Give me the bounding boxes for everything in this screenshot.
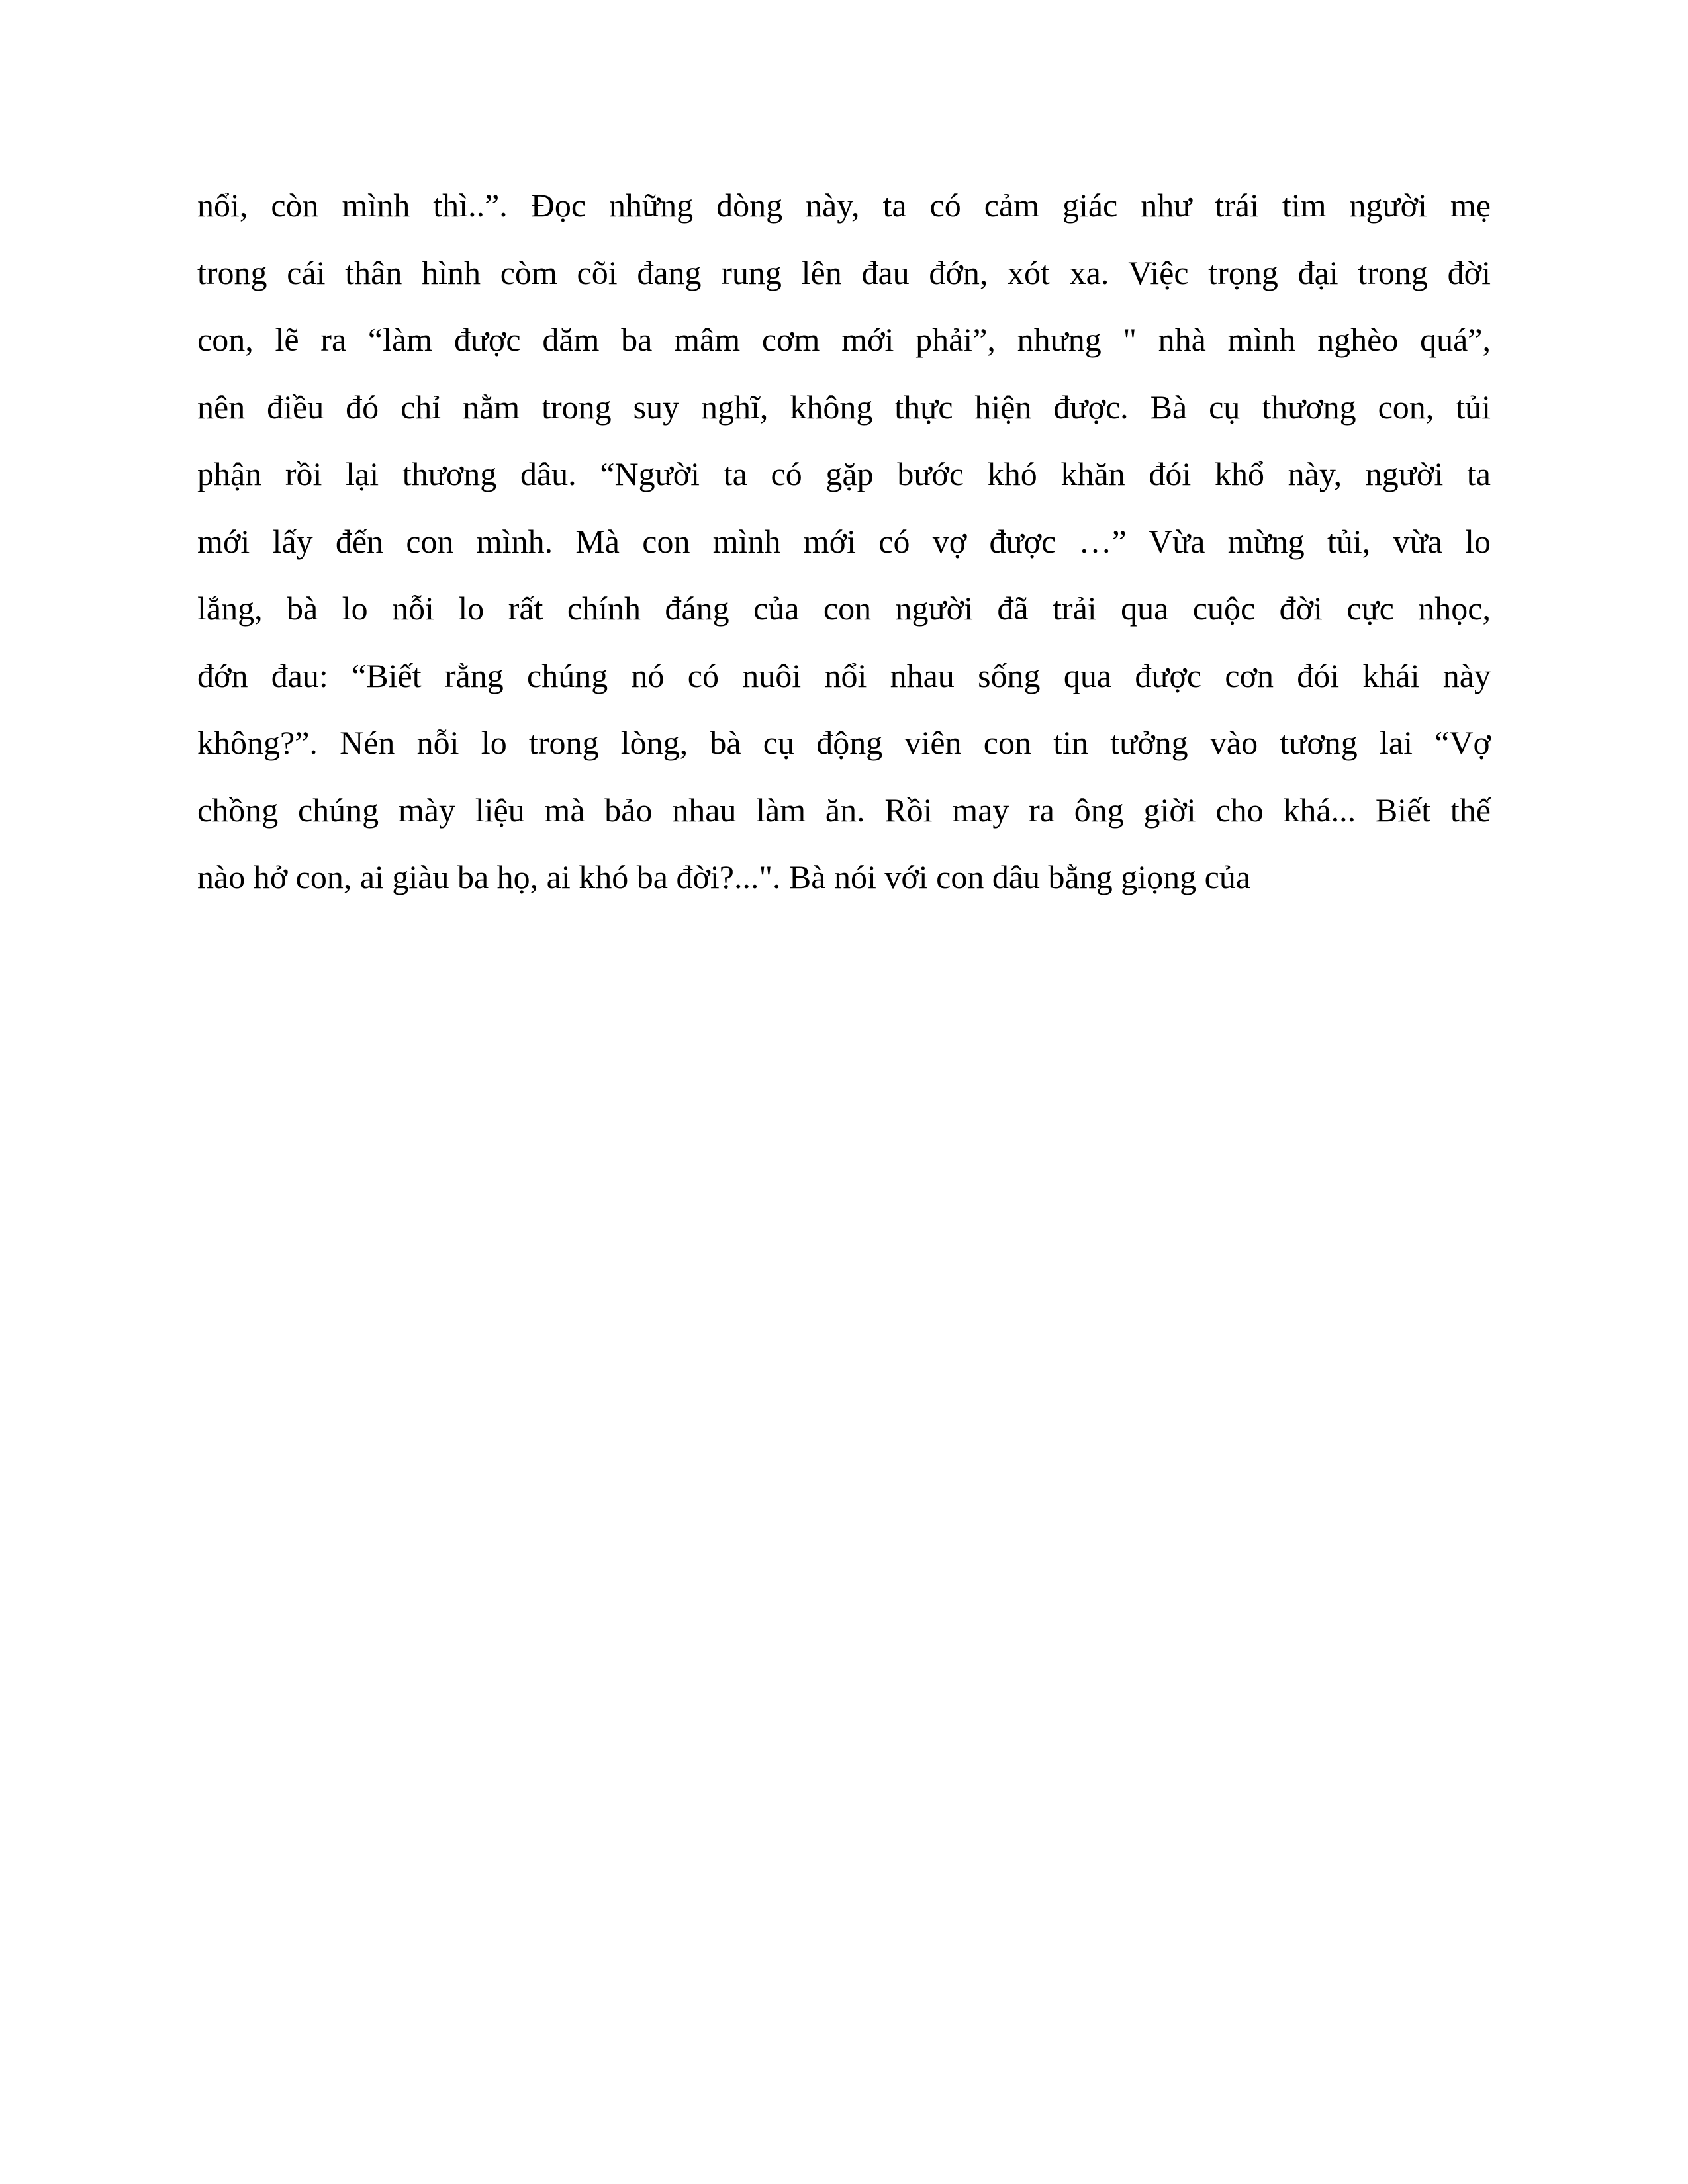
text-line: nào hở con, ai giàu ba họ, ai khó ba đời?...". Bà nói với con dâu bằng giọng của bbox=[197, 858, 1251, 895]
text-line: nổi, còn mình thì..”. Đọc những dòng này, ta có cảm giác như trái tim người mẹ bbox=[197, 187, 1491, 224]
text-line: mới lấy đến con mình. Mà con mình mới có vợ được …” Vừa mừng tủi, vừa lo bbox=[197, 522, 1491, 560]
text-line: con, lẽ ra “làm được dăm ba mâm cơm mới phải”, nhưng " nhà mình nghèo quá”, bbox=[197, 321, 1491, 358]
text-line: đớn đau: “Biết rằng chúng nó có nuôi nổi nhau sống qua được cơn đói khái này bbox=[197, 657, 1491, 694]
text-line: nên điều đó chỉ nằm trong suy nghĩ, không thực hiện được. Bà cụ thương con, tủi bbox=[197, 388, 1491, 426]
text-line: trong cái thân hình còm cõi đang rung lên đau đớn, xót xa. Việc trọng đại trong đời bbox=[197, 253, 1491, 291]
text-line: phận rồi lại thương dâu. “Người ta có gặp bước khó khăn đói khổ này, người ta bbox=[197, 455, 1491, 492]
text-line: chồng chúng mày liệu mà bảo nhau làm ăn. Rồi may ra ông giời cho khá... Biết thế bbox=[197, 791, 1491, 829]
text-line: lắng, bà lo nỗi lo rất chính đáng của con người đã trải qua cuộc đời cực nhọc, bbox=[197, 590, 1491, 627]
text-line: không?”. Nén nỗi lo trong lòng, bà cụ động viên con tin tưởng vào tương lai “Vợ bbox=[197, 724, 1491, 761]
paragraph bbox=[197, 172, 1491, 911]
